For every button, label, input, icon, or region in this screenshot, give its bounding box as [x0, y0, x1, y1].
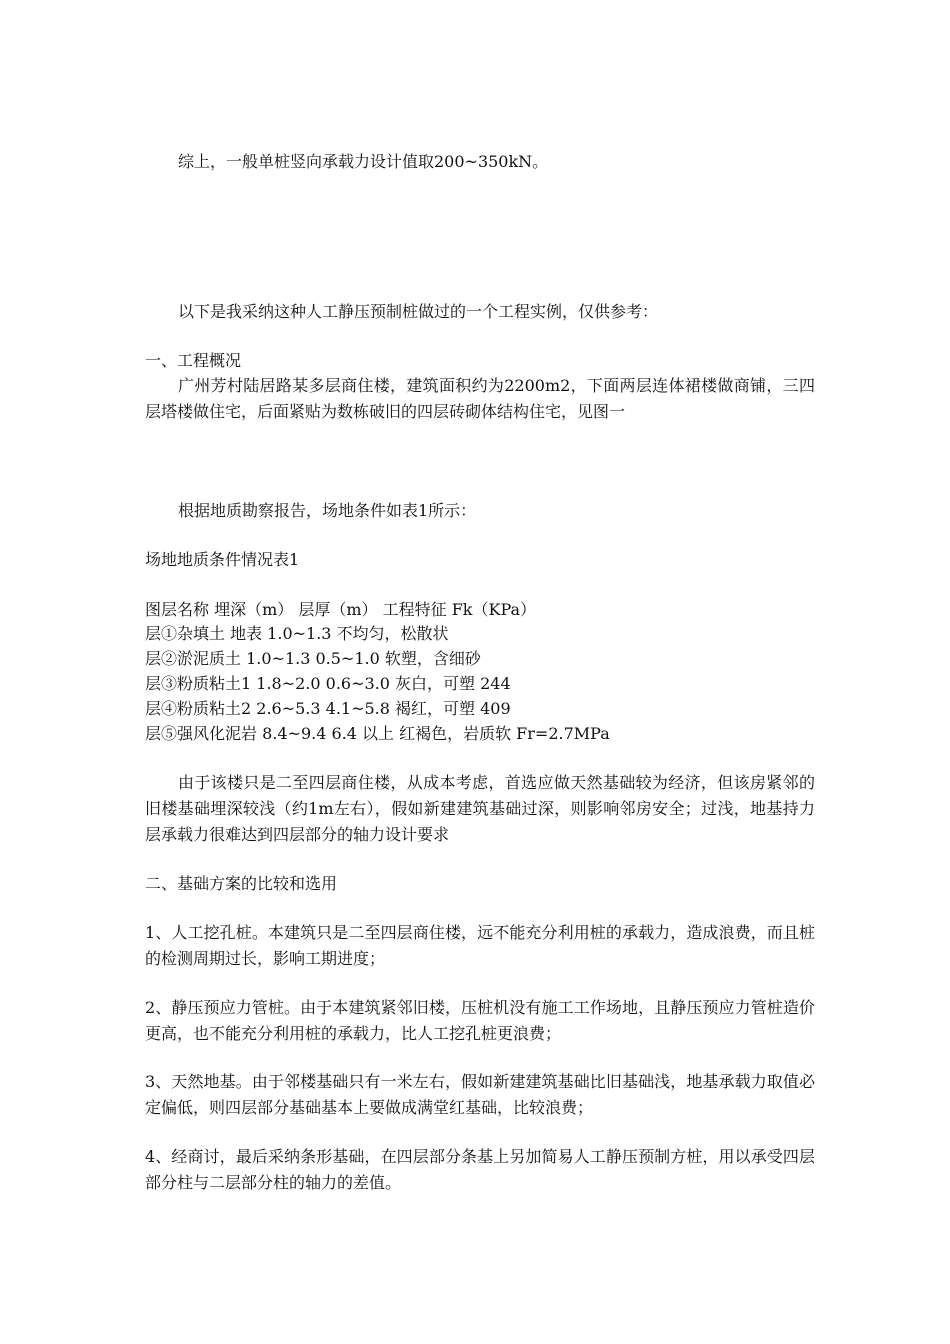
- option-item-1: [145, 920, 815, 972]
- table-header: 图层名称 埋深（m） 层厚（m） 工程特征 Fk（KPa）: [145, 600, 537, 619]
- table-row: 层②淤泥质土 1.0~1.3 0.5~1.0 软塑，含细砂: [145, 649, 481, 668]
- option-item-3: [145, 1069, 815, 1121]
- intro-text: 以下是我采纳这种人工静压预制桩做过的一个工程实例，仅供参考：: [178, 302, 659, 321]
- summary-text: 综上，一般单桩竖向承载力设计值取200~350kN。: [178, 152, 549, 171]
- project-overview-text: 广州芳村陆居路某多层商住楼，建筑面积约为2200m2，下面两层连体裙楼做商铺，三四层塔楼做住宅，后面紧贴为数栋破旧的四层砖砌体结构住宅，见图一: [145, 376, 815, 421]
- option-item-4: [145, 1144, 815, 1196]
- section1-heading: 一、工程概况: [145, 351, 242, 370]
- table-row: 层①杂填土 地表 1.0~1.3 不均匀，松散状: [145, 624, 449, 643]
- table-title: 场地地质条件情况表1: [145, 550, 300, 569]
- option-item-2: [145, 995, 815, 1047]
- section1-paragraph: [145, 373, 815, 425]
- option-text: 4、经商讨，最后采纳条形基础，在四层部分条基上另加简易人工静压预制方桩，用以承受四层部分柱与二层部分柱的轴力的差值。: [145, 1147, 815, 1192]
- option-text: 1、人工挖孔桩。本建筑只是二至四层商住楼，远不能充分利用桩的承载力，造成浪费，而且桩的检测周期过长，影响工期进度；: [145, 923, 815, 968]
- table-row: 层③粉质粘土1 1.8~2.0 0.6~3.0 灰白，可塑 244: [145, 674, 511, 693]
- table-row: 层④粉质粘土2 2.6~5.3 4.1~5.8 褐红，可塑 409: [145, 699, 511, 718]
- analysis-text: 由于该楼只是二至四层商住楼，从成本考虑，首选应做天然基础较为经济，但该房紧邻的旧楼基础埋深较浅（约1m左右），假如新建建筑基础过深，则影响邻房安全；过浅，地基持力层承载力很难达到四层部分的轴力设计要求: [145, 773, 815, 844]
- survey-intro-text: 根据地质勘察报告，场地条件如表1所示：: [178, 501, 477, 520]
- option-text: 2、静压预应力管桩。由于本建筑紧邻旧楼，压桩机没有施工工作场地，且静压预应力管桩造价更高，也不能充分利用桩的承载力，比人工挖孔桩更浪费；: [145, 998, 815, 1043]
- table-row: 层⑤强风化泥岩 8.4~9.4 6.4 以上 红褐色，岩质软 Fr=2.7MPa: [145, 724, 610, 743]
- section2-heading: 二、基础方案的比较和选用: [145, 874, 338, 893]
- analysis-paragraph: [145, 770, 815, 848]
- option-text: 3、天然地基。由于邻楼基础只有一米左右，假如新建建筑基础比旧基础浅，地基承载力取值必定偏低，则四层部分基础基本上要做成满堂红基础，比较浪费；: [145, 1072, 815, 1117]
